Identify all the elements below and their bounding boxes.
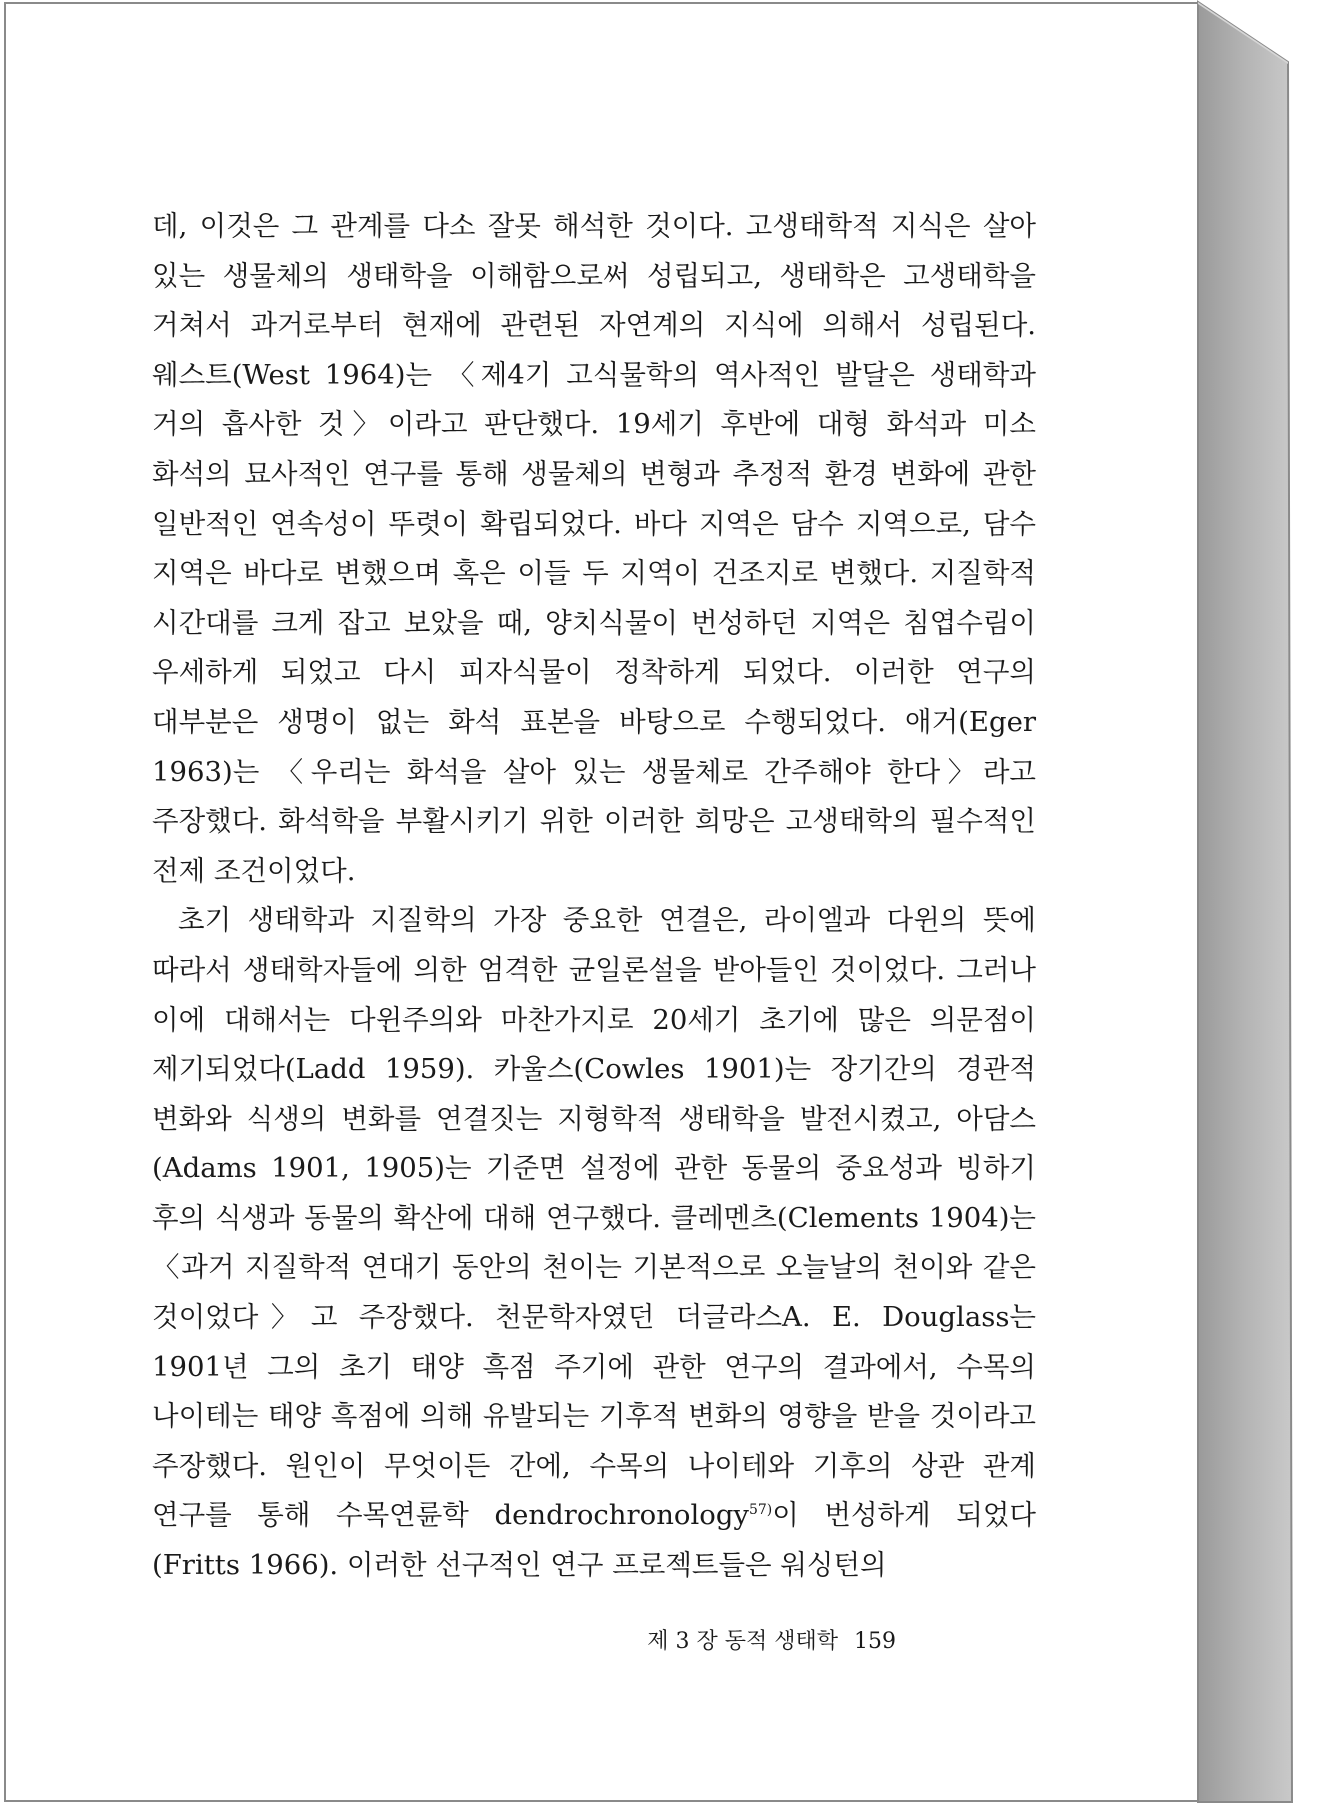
page-body-text (152, 202, 1036, 1591)
book-edge-face (1198, 2, 1292, 1802)
paragraph-2 (152, 896, 1036, 1590)
footnote-reference: 57) (748, 1502, 773, 1519)
book-edge-3d (1196, 0, 1332, 1806)
book-page (4, 2, 1200, 1802)
running-chapter-title: 제 3 장 동적 생태학 (647, 1629, 838, 1654)
page-number: 159 (854, 1629, 896, 1654)
paragraph-1: 데, 이것은 그 관계를 다소 잘못 해석한 것이다. 고생태학적 지식은 살아 있는 생물체의 생태학을 이해함으로써 성립되고, 생태학은 고생태학을 거쳐서 과거로부터 현재에 관련된 자연계의 지식에 의해서 성립된다. 웨스트(West 1964)는 〈제4기 고식물학의 역사적인 발달은 생태학과 거의 흡사한 것〉이라고 판단했다. 19세기 후반에 대형 화석과 미소 화석의 묘사적인 연구를 통해 생물체의 변형과 추정적 환경 변화에 관한 일반적인 연속성이 뚜렷이 확립되었다. 바다 지역은 담수 지역으로, 담수 지역은 바다로 변했으며 혹은 이들 두 지역이 건조지로 변했다. 지질학적 시간대를 크게 잡고 보았을 때, 양치식물이 번성하던 지역은 침엽수림이 우세하게 되었고 다시 피자식물이 정착하게 되었다. 이러한 연구의 대부분은 생명이 없는 화석 표본을 바탕으로 수행되었다. 애거(Eger 1963)는 〈우리는 화석을 살아 있는 생물체로 간주해야 한다〉라고 주장했다. 화석학을 부활시키기 위한 이러한 희망은 고생태학의 필수적인 전제 조건이었다. (152, 210, 1036, 887)
page-footer (647, 1624, 896, 1655)
paragraph-2-text-before-footnote: 초기 생태학과 지질학의 가장 중요한 연결은, 라이엘과 다윈의 뜻에 따라서 생태학자들에 의한 엄격한 균일론설을 받아들인 것이었다. 그러나 이에 대해서는 다윈주의와 마찬가지로 20세기 초기에 많은 의문점이 제기되었다(Ladd 1959). 카울스(Cowles 1901)는 장기간의 경관적 변화와 식생의 변화를 연결짓는 지형학적 생태학을 발전시켰고, 아담스(Adams 1901, 1905)는 기준면 설정에 관한 동물의 중요성과 빙하기 후의 식생과 동물의 확산에 대해 연구했다. 클레멘츠(Clements 1904)는 〈과거 지질학적 연대기 동안의 천이는 기본적으로 오늘날의 천이와 같은 것이었다〉고 주장했다. 천문학자였던 더글라스A. E. Douglass는 1901년 그의 초기 태양 흑점 주기에 관한 연구의 결과에서, 수목의 나이테는 태양 흑점에 의해 유발되는 기후적 변화의 영향을 받을 것이라고 주장했다. 원인이 무엇이든 간에, 수목의 나이테와 기후의 상관 관계 연구를 통해 수목연륜학 dendrochronology (152, 904, 1036, 1532)
paragraph-2-text-after-footnote: 이 번성하게 되었다(Fritts 1966). 이러한 선구적인 연구 프로젝트들은 워싱턴의 (152, 1499, 1036, 1582)
